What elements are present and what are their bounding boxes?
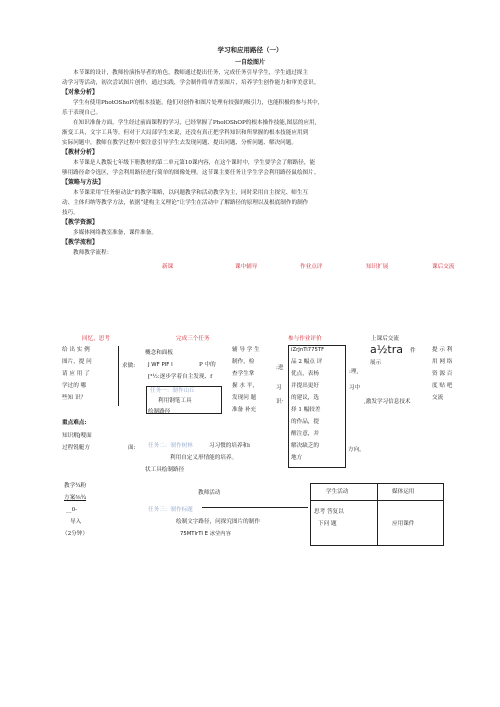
task-line3: [³½:逐步学着自主发现、f xyxy=(148,374,213,380)
section-heading: 【对象分析】 xyxy=(62,89,99,96)
task-require: 求做: xyxy=(122,363,136,369)
key-label: 重点难点: xyxy=(62,420,87,426)
page-title: 学习和应用路径（一） xyxy=(217,46,283,54)
col1-line: 学过的 哪 xyxy=(62,383,87,389)
task2-label: 任务二：制作树林 xyxy=(148,443,193,449)
col3-side: :进 xyxy=(276,365,284,371)
section-heading: 【教材分析】 xyxy=(62,149,99,156)
task2-body2: 利用自定义形情能的培养。 xyxy=(170,455,238,461)
task1-body: 利用钢笔工具 xyxy=(158,398,192,404)
col5-mid: ,激发学习信息技术 xyxy=(364,399,411,405)
col3-line: 发现问 题 xyxy=(232,395,257,401)
subhead-tasks: 完成三个任务 xyxy=(176,336,210,342)
col4-line: 品 2 幅点 评 xyxy=(291,359,323,365)
col3-line: 握 水 平， xyxy=(232,383,258,389)
col4-line: 的建议，选 xyxy=(291,395,319,401)
stage-review: 作业点评 xyxy=(300,264,323,270)
task-p: P 中的 xyxy=(199,362,216,368)
col1-line: 给 出 实 例 xyxy=(62,347,90,353)
intro-line: 动学习等活动，初次尝试图片创作，通过实践，学会制作简单背景图片，培养学生创作能力和审美意识。 xyxy=(62,80,320,86)
table-rule xyxy=(202,507,308,508)
col4-side: 习中 xyxy=(349,385,361,391)
col4-line: 择 1 幅较差 xyxy=(291,407,321,413)
col4-line: 地方 xyxy=(291,455,303,461)
section-heading: 【策略与方法】 xyxy=(62,179,105,186)
section-line: 实际问题中，教师在教学过程中要注意引导学生去发现问题、提出问题、分析问题、解决问题。 xyxy=(62,140,297,146)
section-line: 本节课采用“任务驱动法”的教学策略，以问题教学和活动教学为主，同时采用自主探究、师生互 xyxy=(73,190,309,196)
col3-line: 辅 导 学 生 xyxy=(232,347,260,353)
task2-body3: 状工具绘制路径 xyxy=(145,467,185,473)
section-line: 在知识准备方面，学生经过前面课程的学习，已经掌握了PholOShOP的根本操作技能,图层的应用, xyxy=(73,120,317,126)
section-heading: 【教学流程】 xyxy=(62,239,99,246)
section-line: 够用路径命令选区，学会利用路径进行简单的图像处理。这节课主要任务让学生学会利用路径鼠绘图片。 xyxy=(62,170,320,176)
col6-line: 交流 xyxy=(432,395,444,401)
col3-side: 习 xyxy=(276,385,282,391)
col6-line: 提 示 利 xyxy=(432,347,453,353)
stage-tutoring: 课中辅导 xyxy=(235,264,258,270)
table-student-line: 思考 答复以 xyxy=(314,509,344,515)
col6-line: 用 网 络 xyxy=(432,359,453,365)
table-head-divider xyxy=(310,500,444,501)
key-line: 知识解j嗖面 xyxy=(62,433,92,439)
table-media: 应用课件 xyxy=(392,521,415,527)
table-student-line: 下问 题 xyxy=(318,521,337,527)
section-line: 技巧。 xyxy=(62,210,79,216)
task3-body2: 75MTlrTI E 冰莹内容 xyxy=(180,531,231,537)
table-left: （2分钟） xyxy=(62,531,88,537)
col4-line: 优点，表杨 xyxy=(291,371,319,377)
col5-dir: 方向。 xyxy=(348,447,365,453)
col6-line: 资 源 百 xyxy=(432,371,453,377)
col4-line: 并提出更好 xyxy=(291,383,319,389)
col1-divider xyxy=(118,346,119,406)
col3-line: 制作，检 xyxy=(232,359,255,365)
subhead-after-class: 上课后交流 xyxy=(371,336,399,342)
col4-line: 醒注意，并 xyxy=(291,431,319,437)
subhead-recall: 回忆，思考 xyxy=(82,336,110,342)
task-intro-code: J WF PIF I xyxy=(148,362,173,368)
section-line: 本节课是人教版七年级下册教材的第二单元第10课内容，在这个课时中，学生要学会了解路径，能 xyxy=(73,160,316,166)
table-left: 导入 xyxy=(70,519,82,525)
col4-line: 的作品，提 xyxy=(291,419,319,425)
col4-side: :理, xyxy=(349,369,359,375)
col3-line: 查学生掌 xyxy=(232,371,255,377)
section-line: 乐于表现自己。 xyxy=(62,110,102,116)
table-left: 方案⅜¾ xyxy=(64,495,87,501)
stage-after-class: 课后交流 xyxy=(432,264,455,270)
task1-body2: 绘制路径 xyxy=(148,409,171,415)
section-line: 多媒体网络教室准备，课件准备。 xyxy=(73,230,157,236)
task-intro: 概念和面板 xyxy=(145,350,173,356)
task3-body: 绘制文字路径，问探究图片的制作 xyxy=(176,519,260,525)
col1-line: 图片，提 问 xyxy=(62,359,92,365)
section-line: 渐变工具，文字工具等。但对于大局部学生来说，还没有真正把学科知识和所掌握的根本技能应用到 xyxy=(62,130,309,136)
col5-small: 件 xyxy=(410,348,416,354)
task3-label: 任务三：制作标题 xyxy=(148,507,193,513)
col1-line: 请 应 用 了 xyxy=(62,371,90,377)
table-col-divider xyxy=(377,483,378,546)
table-head-media: 媒体运用 xyxy=(392,489,415,495)
table-left: __0- xyxy=(66,507,78,513)
col6-line: 度 贴 吧 xyxy=(432,383,453,389)
col1-line: 些知 识？ xyxy=(62,395,87,401)
key-line: 过程锐艇方 xyxy=(62,445,90,451)
col5-big: a½tra xyxy=(370,343,403,356)
col3-side: 识· xyxy=(276,399,284,405)
section-line: 动、主体归纳等教学方法，依据“建构主义理论”让学生在活动中了解路径的原理以及根底制作的制作 xyxy=(62,200,309,206)
section-heading: 【教学资源】 xyxy=(62,219,99,226)
table-left: 教学¾粉 xyxy=(64,483,87,489)
col4-line: 解决缺乏的 xyxy=(291,443,319,449)
table-head-student: 学生活动 xyxy=(326,489,349,495)
key-side: 面: xyxy=(128,445,136,451)
task1-label: 任务一：制作山丘 xyxy=(150,388,195,394)
page-subtitle: 一自绘图片 xyxy=(234,59,265,66)
stage-extension: 知识扩展 xyxy=(366,264,389,270)
section-line: 学生有使用PhotOShoP的根本技能，他们对创作和图片处理有较强的吸引力，也能积极的参与其中， xyxy=(73,100,324,106)
col4-line: iZrJnTi775TF xyxy=(291,347,325,353)
section-line: 教师教学流程： xyxy=(73,250,113,256)
subhead-review: 参与作业评价 xyxy=(288,336,322,342)
intro-line: 本节课的设计，教师扮演指导者的角色，教师通过提出任务，完成任务引导学生，学生通过探主 xyxy=(73,70,308,76)
col5-show: 展示 xyxy=(370,360,382,366)
col3-line: 准备 补充 xyxy=(232,407,257,413)
stage-new-lesson: 新课 xyxy=(162,264,174,270)
table-head-teacher: 教师活动 xyxy=(198,490,221,496)
task2-body: 习习惯的培养和i xyxy=(209,443,250,449)
